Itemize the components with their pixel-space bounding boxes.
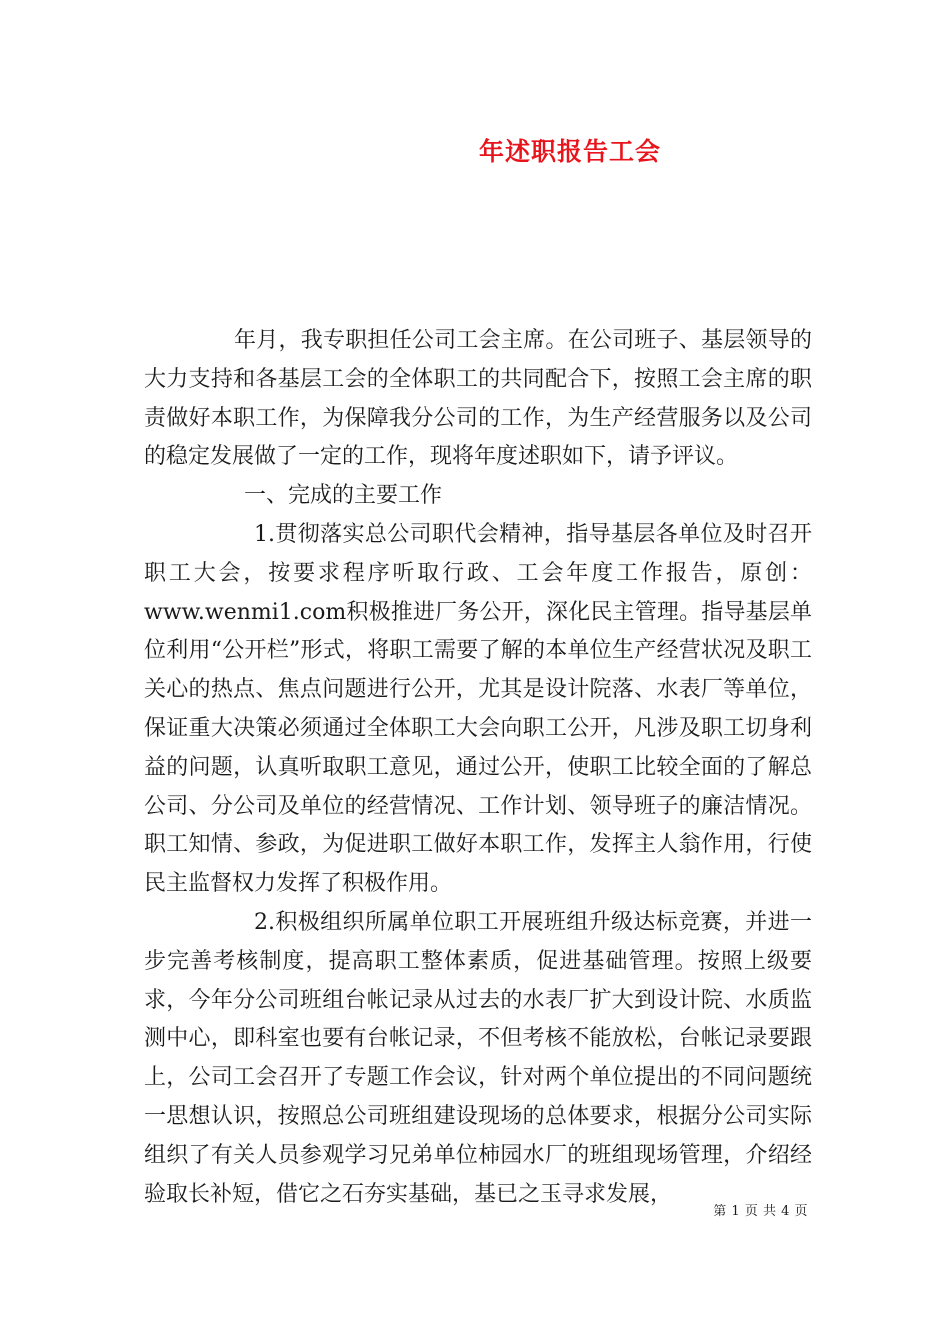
section-heading: 一、完成的主要工作 bbox=[244, 483, 443, 509]
intro-paragraph: 年月，我专职担任公司工会主席。在公司班子、基层领导的大力支持和各基层工会的全体职工的共同配合下，按照工会主席的职责做好本职工作，为保障我分公司的工作，为生产经营服务以及公司的稳定发展做了一定的工作，现将年度述职如下，请予评议。 bbox=[144, 328, 812, 470]
document-body bbox=[144, 322, 812, 1214]
page-number-footer: 第 1 页 共 4 页 bbox=[713, 1204, 808, 1219]
item-paragraph-2: 2.积极组织所属单位职工开展班组升级达标竞赛，并进一步完善考核制度，提高职工整体素质，促进基础管理。按照上级要求，今年分公司班组台帐记录从过去的水表厂扩大到设计院、水质监测中心，即科室也要有台帐记录，不但考核不能放松，台帐记录要跟上，公司工会召开了专题工作会议，针对两个单位提出的不同问题统一思想认识，按照总公司班组建设现场的总体要求，根据分公司实际组织了有关人员参观学习兄弟单位柿园水厂的班组现场管理，介绍经验取长补短，借它之石夯实基础，基已之玉寻求发展， bbox=[144, 909, 812, 1207]
document-title: 年述职报告工会 bbox=[478, 137, 661, 166]
item-paragraph-1: 1.贯彻落实总公司职代会精神，指导基层各单位及时召开职工大会，按要求程序听取行政、工会年度工作报告，原创：www.wenmi1.com积极推进厂务公开，深化民主管理。指导基层单位利用“公开栏”形式，将职工需要了解的本单位生产经营状况及职工关心的热点、焦点问题进行公开，尤其是设计院落、水表厂等单位，保证重大决策必须通过全体职工大会向职工公开，凡涉及职工切身利益的问题，认真听取职工意见，通过公开，使职工比较全面的了解总公司、分公司及单位的经营情况、工作计划、领导班子的廉洁情况。职工知情、参政，为促进职工做好本职工作，发挥主人翁作用，行使民主监督权力发挥了积极作用。 bbox=[144, 521, 812, 897]
